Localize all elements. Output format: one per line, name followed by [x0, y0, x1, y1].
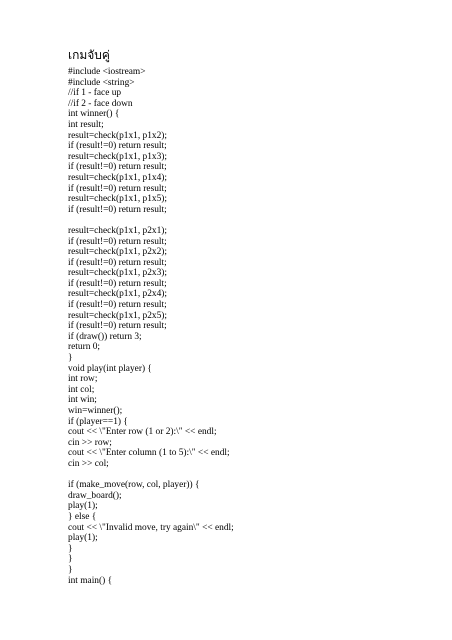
code-line: int col;: [68, 384, 95, 395]
code-line: [68, 470, 438, 481]
code-line: result=check(p1x1, p1x4);: [68, 172, 168, 183]
code-line: int win;: [68, 395, 97, 406]
code-line: //if 2 - face down: [68, 98, 133, 109]
code-line: if (result!=0) return result;: [68, 141, 167, 152]
code-line: if (result!=0) return result;: [68, 257, 167, 268]
code-line: //if 1 - face up: [68, 88, 122, 99]
code-line: if (result!=0) return result;: [68, 300, 167, 311]
code-line: }: [68, 353, 73, 364]
code-line: result=check(p1x1, p2x5);: [68, 310, 168, 321]
code-line: result=check(p1x1, p2x2);: [68, 247, 168, 258]
code-line: return 0;: [68, 342, 101, 353]
code-line: result=check(p1x1, p1x2);: [68, 130, 168, 141]
code-line: if (player==1) {: [68, 416, 128, 427]
code-line: if (result!=0) return result;: [68, 162, 167, 173]
code-line: play(1);: [68, 501, 98, 512]
code-line: #include <iostream>: [68, 67, 146, 77]
code-line: cin >> col;: [68, 458, 109, 469]
code-line: if (result!=0) return result;: [68, 204, 167, 215]
code-line: [68, 215, 438, 226]
code-line: int row;: [68, 374, 98, 385]
code-line: if (result!=0) return result;: [68, 236, 167, 247]
code-line: cout << \"Invalid move, try again\" << endl;: [68, 522, 234, 533]
code-line: void play(int player) {: [68, 363, 152, 374]
code-line: result=check(p1x1, p1x5);: [68, 194, 168, 205]
code-line: draw_board();: [68, 490, 122, 501]
code-line: if (result!=0) return result;: [68, 183, 167, 194]
code-line: if (draw()) return 3;: [68, 331, 142, 342]
code-line: if (make_move(row, col, player)) {: [68, 480, 200, 491]
code-line: if (result!=0) return result;: [68, 278, 167, 289]
code-line: result=check(p1x1, p2x4);: [68, 289, 168, 300]
document-title: เกมจับคู่: [68, 48, 110, 62]
code-line: int result;: [68, 119, 104, 130]
code-line: int winner() {: [68, 109, 120, 120]
code-line: cin >> row;: [68, 437, 112, 448]
code-line: }: [68, 564, 73, 575]
code-block: [68, 67, 438, 586]
code-line: win=winner();: [68, 406, 123, 416]
code-line: }: [68, 543, 73, 554]
code-line: cout << \"Enter row (1 or 2):\" << endl;: [68, 427, 217, 438]
code-line: } else {: [68, 511, 97, 522]
code-line: }: [68, 554, 73, 565]
code-line: play(1);: [68, 533, 98, 544]
code-line: result=check(p1x1, p1x3);: [68, 151, 168, 162]
code-line: int main() {: [68, 575, 113, 586]
code-line: if (result!=0) return result;: [68, 321, 167, 332]
code-line: cout << \"Enter column (1 to 5):\" << endl;: [68, 448, 230, 459]
code-line: #include <string>: [68, 77, 135, 88]
code-line: result=check(p1x1, p2x1);: [68, 225, 168, 236]
code-line: result=check(p1x1, p2x3);: [68, 268, 168, 279]
